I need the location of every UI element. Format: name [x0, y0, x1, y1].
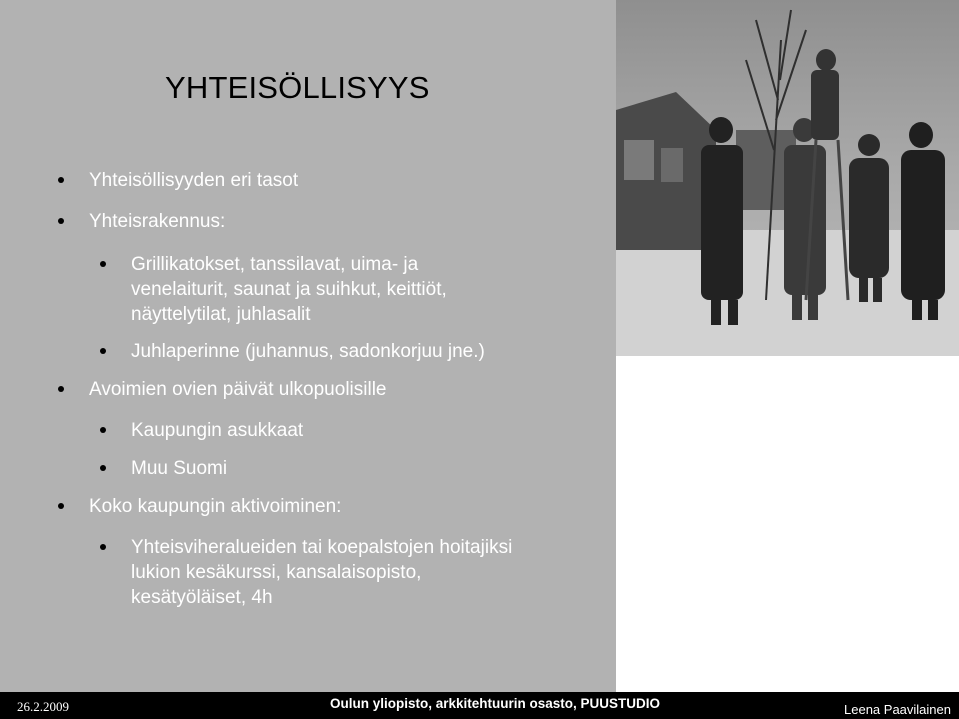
bullet-item: Yhteisrakennus:	[89, 211, 226, 232]
slide-title: YHTEISÖLLISYYS	[165, 70, 430, 105]
bullet-item: Koko kaupungin aktivoiminen:	[89, 496, 342, 517]
footer-organization: Oulun yliopisto, arkkitehtuurin osasto, PUUSTUDIO	[330, 696, 661, 711]
bullet-item: Yhteisöllisyyden eri tasot	[89, 170, 299, 191]
bullet-item: Avoimien ovien päivät ulkopuolisille	[89, 379, 387, 400]
footer-bar	[0, 692, 959, 719]
sub-bullet-item: Yhteisviheralueiden tai koepalstojen hoitajiksi lukion kesäkurssi, kansalaisopisto, kesätyöläiset, 4h	[131, 537, 513, 608]
sub-bullet-item: Kaupungin asukkaat	[131, 420, 304, 441]
historical-photo	[616, 0, 959, 356]
sub-bullet-item: Juhlaperinne (juhannus, sadonkorjuu jne.)	[131, 341, 485, 362]
footer-date: 26.2.2009	[17, 699, 69, 714]
sub-bullet-item: Muu Suomi	[131, 458, 228, 479]
sub-bullet-item: Grillikatokset, tanssilavat, uima- ja venelaiturit, saunat ja suihkut, keittiöt, näyttelytilat, juhlasalit	[131, 254, 447, 325]
footer-author: Leena Paavilainen	[844, 702, 951, 717]
